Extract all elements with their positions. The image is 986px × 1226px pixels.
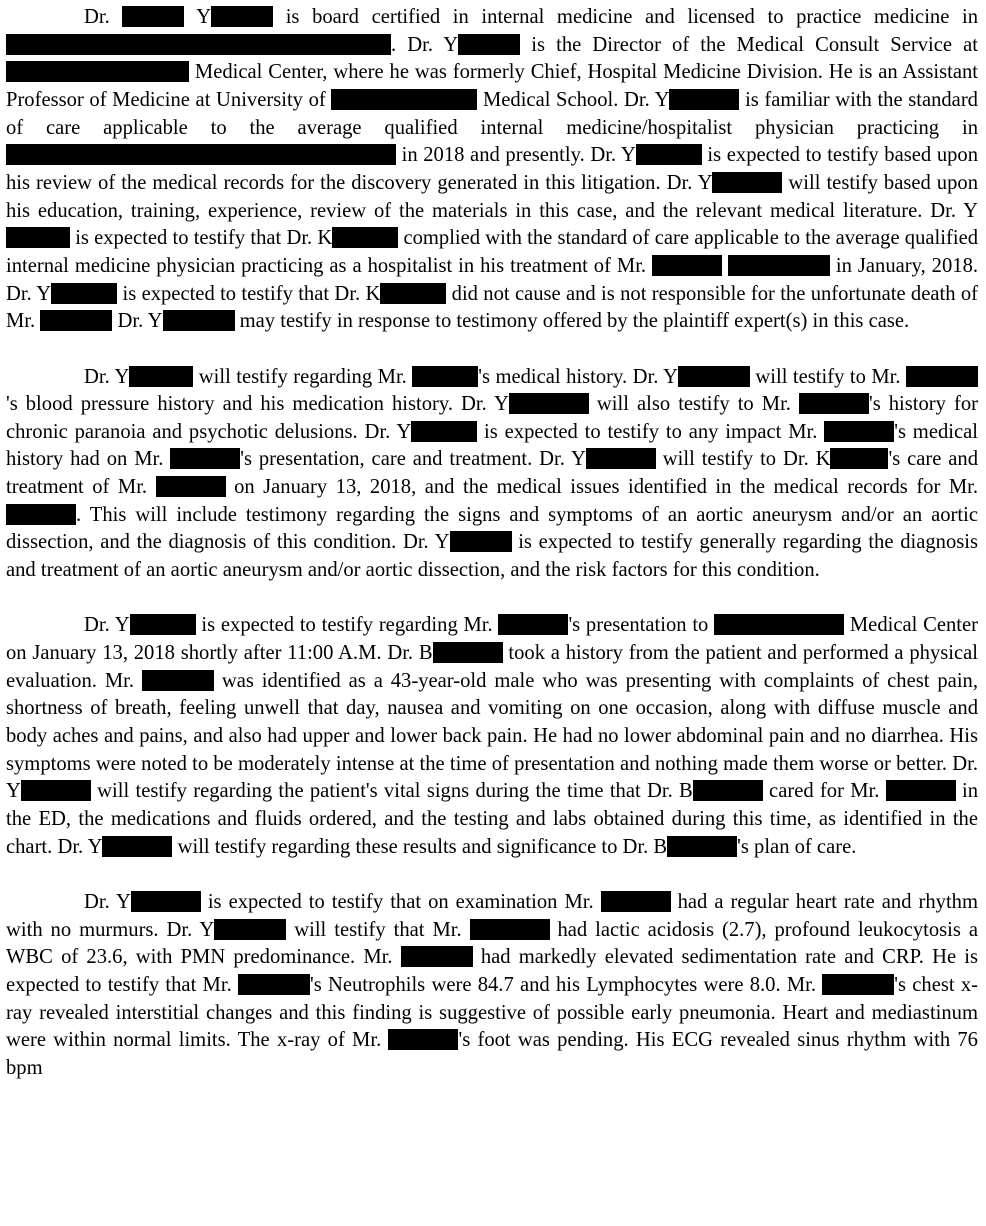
redaction-box [712,172,782,193]
redaction-box [886,780,956,801]
redaction-box [906,366,978,387]
text-segment: 's Neutrophils were 84.7 and his Lymphocytes were 8.0. Mr. [309,973,823,996]
text-segment: . Dr. Y [391,33,459,56]
text-segment: may testify in response to testimony offered by the plaintiff expert(s) in this case. [234,310,910,333]
redaction-box [652,255,722,276]
redaction-box [498,614,568,635]
redaction-box [411,421,477,442]
text-segment: did not cause and is not responsible for the unfortunate death of Mr. [6,282,979,333]
redaction-box [214,919,286,940]
text-segment: . This will include testimony regarding the signs and symptoms of an aortic aneurysm and/or an aortic dissection, and the diagnosis of this condition. Dr. Y [6,503,978,554]
text-segment: is familiar with the standard of care applicable to the average qualified internal medicine/hospitalist physician practicing in [6,88,978,139]
paragraph [6,364,978,585]
text-segment: Dr. Y [84,365,130,388]
text-segment: is expected to testify generally regarding the diagnosis and treatment of an aortic aneurysm and/or aortic dissection, and the risk factors for this condition. [6,531,978,582]
text-segment: is expected to testify based upon his review of the medical records for the discovery generated in this litigation. Dr. Y [6,144,979,194]
redaction-box [799,393,869,414]
redaction-box [6,34,391,55]
text-segment: in January, 2018. Dr. Y [6,254,979,305]
text-segment: Dr. [84,6,123,28]
redaction-box [6,227,70,248]
redaction-box [332,227,398,248]
text-segment: is the Director of the Medical Consult Service at [520,33,978,56]
text-segment: is expected to testify to any impact Mr. [477,420,825,443]
text-segment: had markedly elevated sedimentation rate and CRP. He is expected to testify that Mr. [6,946,978,996]
text-segment: cared for Mr. [762,780,886,803]
redaction-box [470,919,550,940]
redaction-box [693,780,763,801]
text-segment: took a history from the patient and performed a physical evaluation. Mr. [6,642,978,692]
text-segment: 's plan of care. [737,835,857,858]
text-segment: 's blood pressure history and his medication history. Dr. Y [6,393,509,416]
text-segment: 's care and treatment of Mr. [6,448,978,499]
redaction-box [636,144,702,165]
text-segment: will testify regarding these results and significance to Dr. B [172,835,668,858]
text-segment: will also testify to Mr. [588,393,799,416]
redaction-box [401,946,473,967]
redaction-box [21,780,91,801]
text-segment: will testify regarding Mr. [193,365,413,388]
text-segment: is expected to testify that on examination Mr. [200,890,601,913]
text-segment: was identified as a 43-year-old male who was presenting with complaints of chest pain, shortness of breath, feeling unwell that day, nausea and vomiting on one occasion, along with diffuse muscle and body aches and pains, and also had upper and lower back pain. He had no lower abdominal pain and no diarrhea. His symptoms were noted to be moderately intense at the time of presentation and nothing made them worse or better. Dr. Y [6,669,978,803]
redaction-box [412,366,478,387]
redaction-box [51,283,117,304]
redaction-box [238,974,310,995]
redaction-box [130,614,196,635]
text-segment: is expected to testify that Dr. K [70,227,333,250]
redaction-box [122,6,184,27]
text-segment: in the ED, the medications and fluids ordered, and the testing and labs obtained during this time, as identified in the chart. Dr. Y [6,780,978,858]
text-segment: Medical School. Dr. Y [477,88,670,111]
text-segment: is expected to testify that Dr. K [117,282,381,305]
text-segment: will testify to Mr. [749,365,906,388]
redaction-box [170,448,240,469]
redaction-box [6,504,76,525]
redaction-box [822,974,894,995]
text-segment: 's foot was pending. His ECG revealed sinus rhythm with 76 bpm [6,1029,978,1079]
redaction-box [586,448,656,469]
redaction-box [131,891,201,912]
redaction-box [142,670,214,691]
text-segment: had a regular heart rate and rhythm with no murmurs. Dr. Y [6,890,978,941]
text-segment: will testify to Dr. K [655,448,831,471]
redaction-box [211,6,273,27]
text-segment: 's presentation to [568,614,715,637]
redaction-box [331,89,477,110]
redaction-box [6,61,189,82]
paragraph [6,4,978,336]
redaction-box [458,34,520,55]
redaction-box [830,448,888,469]
text-segment: Dr. Y [112,310,163,333]
redaction-box [450,531,512,552]
redaction-box [824,421,894,442]
text-segment: is board certified in internal medicine and licensed to practice medicine in [273,6,978,28]
redaction-box [667,836,737,857]
text-segment: will testify based upon his education, training, experience, review of the materials in this case, and the relevant medical literature. Dr. Y [6,171,978,222]
text-segment: Y [184,6,212,28]
redaction-box [388,1029,458,1050]
text-segment: on January 13, 2018, and the medical issues identified in the medical records for Mr. [225,476,978,499]
paragraph [6,612,978,861]
paragraph [6,889,978,1083]
redaction-box [433,642,503,663]
text-segment: 's chest x-ray revealed interstitial changes and this finding is suggestive of possible early pneumonia. Heart and mediastinum were within normal limits. The x-ray of Mr. [6,973,978,1052]
text-segment: 's medical history. Dr. Y [478,365,678,388]
redaction-box [6,144,396,165]
text-segment: 's history for chronic paranoia and psychotic delusions. Dr. Y [6,393,978,443]
redaction-box [40,310,112,331]
text-segment: 's medical history had on Mr. [6,420,978,471]
redaction-box [509,393,589,414]
text-segment: will testify that Mr. [286,918,470,941]
text-segment: Dr. Y [84,890,131,913]
text-segment: 's presentation, care and treatment. Dr. Y [240,448,586,471]
redaction-box [102,836,172,857]
text-segment: is expected to testify regarding Mr. [195,614,499,637]
text-segment: will testify regarding the patient's vital signs during the time that Dr. B [90,780,693,803]
text-segment: complied with the standard of care applicable to the average qualified internal medicine physician practicing as a hospitalist in his treatment of Mr. [6,227,979,277]
redaction-box [156,476,226,497]
text-segment: had lactic acidosis (2.7), profound leukocytosis a WBC of 23.6, with PMN predominance. Mr. [6,918,978,969]
redaction-box [129,366,193,387]
redaction-box [163,310,235,331]
redaction-box [678,366,750,387]
redaction-box [669,89,739,110]
text-segment: Medical Center, where he was formerly Chief, Hospital Medicine Division. He is an Assistant Professor of Medicine at University of [6,61,978,111]
redaction-box [714,614,844,635]
text-segment: in 2018 and presently. Dr. Y [396,144,636,167]
redaction-box [728,255,830,276]
redaction-box [380,283,446,304]
redaction-box [601,891,671,912]
text-segment: Medical Center on January 13, 2018 shortly after 11:00 A.M. Dr. B [6,614,978,665]
text-segment: Dr. Y [84,614,130,637]
